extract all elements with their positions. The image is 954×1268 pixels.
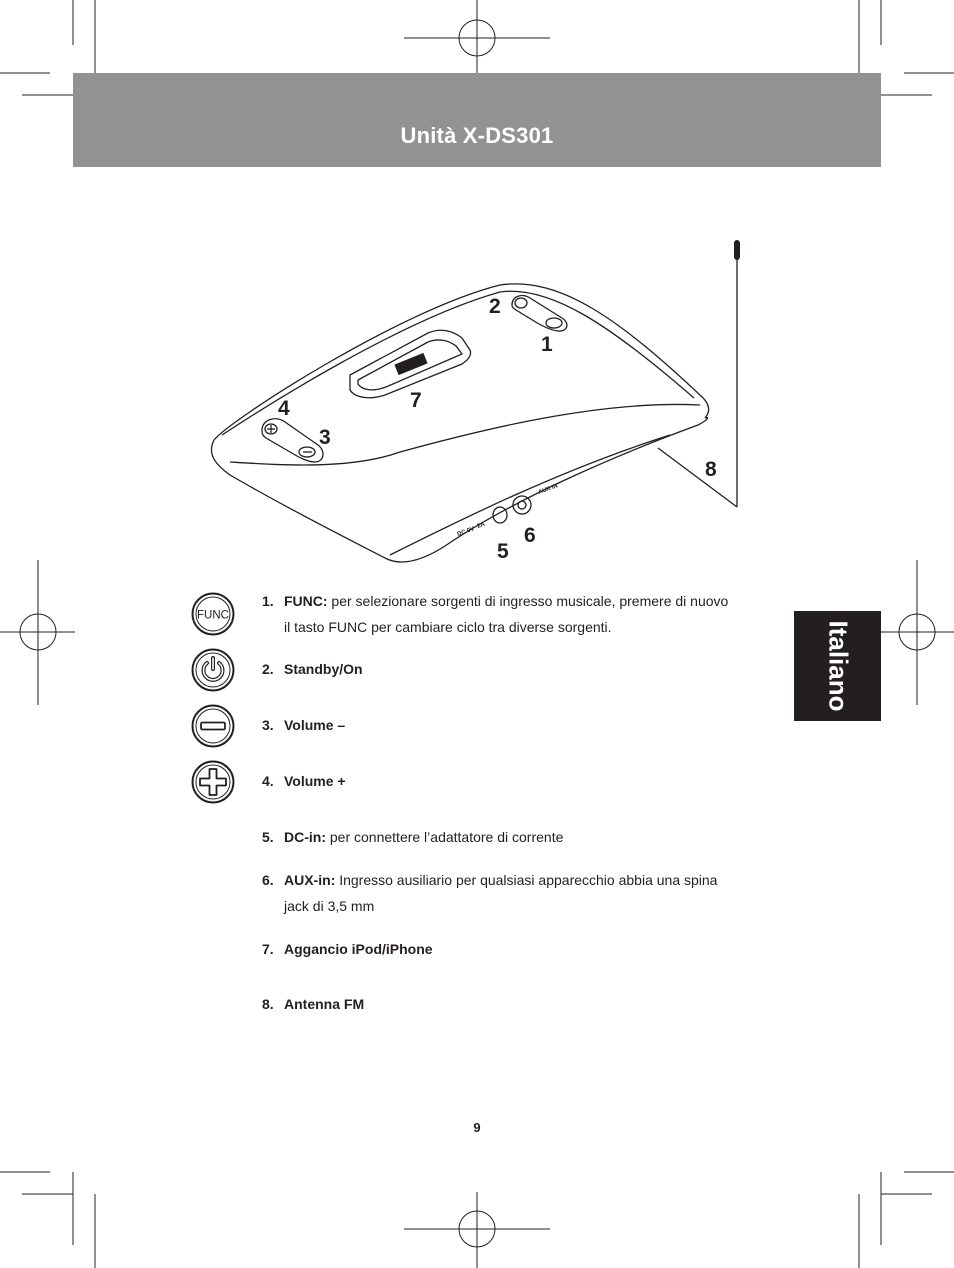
- list-item: 8. Antenna FM: [262, 996, 365, 1012]
- minus-icon: [191, 704, 235, 748]
- page-title: Unità X-DS301: [400, 123, 554, 148]
- list-item: 2. Standby/On: [262, 661, 363, 677]
- callout-8: 8: [705, 458, 717, 481]
- func-power-buttons: [512, 296, 567, 331]
- callout-3: 3: [319, 426, 331, 449]
- callout-5: 5: [497, 540, 509, 563]
- power-icon: [191, 648, 235, 692]
- callout-2: 2: [489, 295, 501, 318]
- list-item: 4. Volume +: [262, 773, 346, 789]
- callout-4: 4: [278, 397, 290, 420]
- device-front-outline: [211, 417, 707, 562]
- language-tab-label: Italiano: [823, 620, 853, 712]
- plus-icon: [191, 760, 235, 804]
- header-band: [73, 73, 881, 167]
- aux-jack: [513, 496, 531, 514]
- aux-panel-label: AUX IN: [537, 483, 559, 496]
- dc-panel-label: DC 9V: [456, 526, 476, 538]
- func-icon: [191, 592, 235, 636]
- func-icon-label: FUNC: [197, 609, 229, 622]
- list-item: 3. Volume –: [262, 717, 346, 733]
- callout-7: 7: [410, 389, 422, 412]
- list-item: 6. AUX-in: Ingresso ausiliario per qualsiasi apparecchio abbia una spina jack di 3,5 mm: [262, 872, 718, 914]
- language-tab: [794, 611, 881, 721]
- callout-6: 6: [524, 524, 536, 547]
- callout-1: 1: [541, 333, 553, 356]
- amp-panel-label: 2A: [476, 521, 486, 530]
- list-item: 7. Aggancio iPod/iPhone: [262, 941, 433, 957]
- list-item: 5. DC-in: per connettere l’adattatore di corrente: [262, 829, 564, 845]
- page-number: 9: [473, 1120, 481, 1135]
- list-item: 1. FUNC: per selezionare sorgenti di ingresso musicale, premere di nuovo il tasto FUNC per cambiare ciclo tra diverse sorgenti.: [262, 593, 729, 635]
